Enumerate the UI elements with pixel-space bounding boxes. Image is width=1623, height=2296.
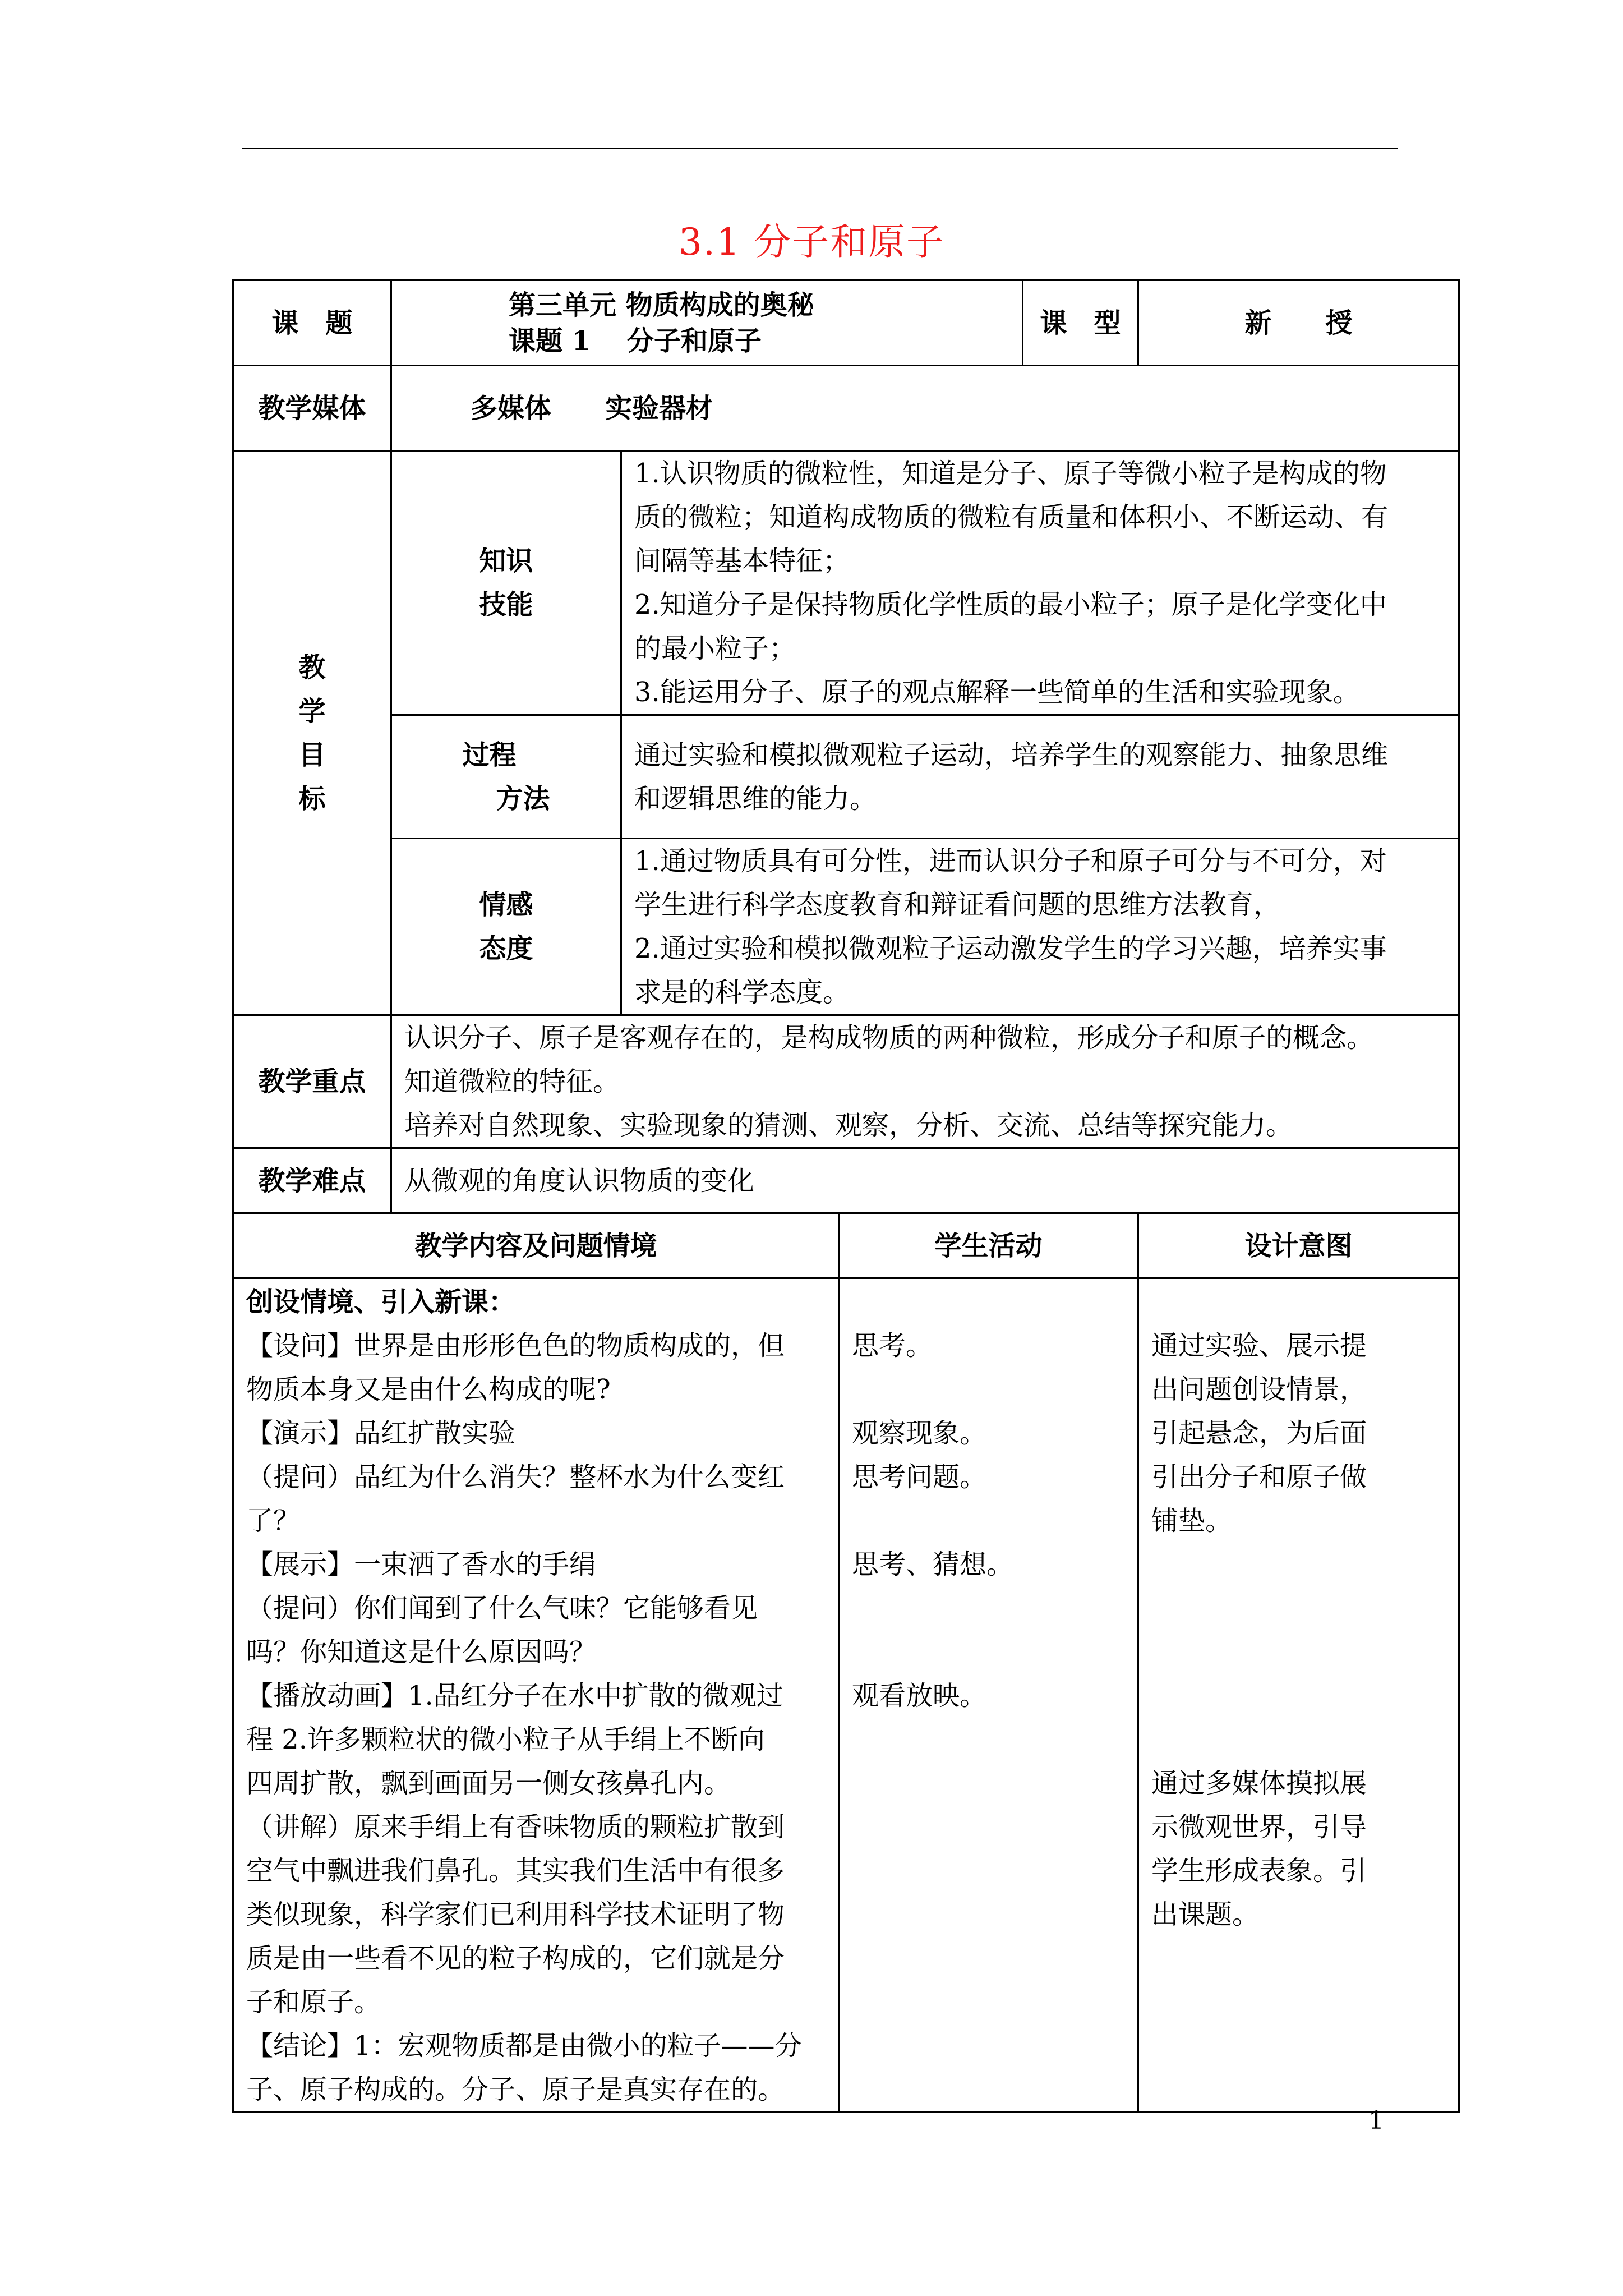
student-line <box>852 1630 1125 1674</box>
content-line: 质是由一些看不见的粒子构成的，它们就是分 <box>246 1943 785 1974</box>
content-cell <box>233 1278 839 2113</box>
knowledge-line: 的最小粒子； <box>634 633 796 664</box>
content-line: 子和原子。 <box>246 1986 381 2018</box>
emotion-label <box>391 839 621 1015</box>
key-point-line: 培养对自然现象、实验现象的猜测、观察，分析、交流、总结等探究能力。 <box>404 1110 1293 1141</box>
intent-line <box>1151 1280 1446 1324</box>
goals-label-char-1: 教 <box>298 651 326 683</box>
student-line: 思考。 <box>852 1330 933 1361</box>
topic-label: 课 题 <box>233 280 391 366</box>
intent-line <box>1151 1586 1446 1630</box>
type-label: 课 型 <box>1023 280 1138 366</box>
student-line <box>852 1586 1125 1630</box>
knowledge-line: 2.知道分子是保持物质化学性质的最小粒子；原子是化学变化中 <box>634 589 1387 620</box>
row-media <box>233 366 1459 451</box>
intent-line: 示微观世界，引导 <box>1151 1811 1367 1843</box>
topic-line1: 第三单元 物质构成的奥秘 <box>509 289 814 321</box>
emotion-text <box>621 839 1459 1015</box>
topic-cell <box>391 280 1023 366</box>
col-intent-header: 设计意图 <box>1138 1213 1459 1278</box>
content-line: （讲解）原来手绢上有香味物质的颗粒扩散到 <box>246 1811 785 1843</box>
row-goals-knowledge <box>233 451 1459 715</box>
type-value: 新 授 <box>1138 280 1459 366</box>
goals-label-char-4: 标 <box>298 783 326 815</box>
content-line: 吗？你知道这是什么原因吗？ <box>246 1636 597 1668</box>
student-line: 思考、猜想。 <box>852 1549 1014 1580</box>
process-line: 和逻辑思维的能力。 <box>634 783 877 815</box>
content-line: 了？ <box>246 1505 301 1536</box>
difficulties-value: 从微观的角度认识物质的变化 <box>391 1148 1459 1213</box>
goals-label <box>233 451 391 1015</box>
content-line: 空气中飘进我们鼻孔。其实我们生活中有很多 <box>246 1855 785 1887</box>
intent-line <box>1151 1543 1446 1586</box>
content-line: 类似现象，科学家们已利用科学技术证明了物 <box>246 1899 785 1930</box>
page-number: 1 <box>1368 2106 1384 2135</box>
emotion-label-2: 态度 <box>479 933 533 964</box>
student-line <box>852 1280 1125 1324</box>
key-points-text <box>391 1015 1459 1148</box>
knowledge-line: 3.能运用分子、原子的观点解释一些简单的生活和实验现象。 <box>634 677 1360 708</box>
row-process-content <box>233 1278 1459 2113</box>
col-student-header: 学生活动 <box>839 1213 1138 1278</box>
emotion-label-1: 情感 <box>479 889 533 921</box>
process-label-2: 方法 <box>496 783 550 815</box>
process-line: 通过实验和模拟微观粒子运动，培养学生的观察能力、抽象思维 <box>634 739 1389 771</box>
content-line: 【设问】世界是由形形色色的物质构成的，但 <box>246 1330 785 1361</box>
intent-line: 通过多媒体摸拟展 <box>1151 1768 1367 1799</box>
intent-line: 引起悬念，为后面 <box>1151 1418 1367 1449</box>
key-point-line: 认识分子、原子是客观存在的，是构成物质的两种微粒，形成分子和原子的概念。 <box>404 1022 1374 1053</box>
student-line <box>852 1368 1125 1411</box>
row-goals-emotion <box>233 839 1459 1015</box>
page-title: 3.1 分子和原子 <box>679 220 944 264</box>
emotion-line: 学生进行科学态度教育和辩证看问题的思维方法教育， <box>634 889 1281 921</box>
content-line: （提问）品红为什么消失？整杯水为什么变红 <box>246 1461 785 1493</box>
intent-line: 学生形成表象。引 <box>1151 1855 1367 1887</box>
knowledge-label-2: 技能 <box>479 589 533 620</box>
lesson-plan-table <box>232 279 1460 2113</box>
row-key-points <box>233 1015 1459 1148</box>
emotion-line: 求是的科学态度。 <box>634 977 850 1008</box>
content-line: 程 2.许多颗粒状的微小粒子从手绢上不断向 <box>246 1724 766 1755</box>
student-line: 思考问题。 <box>852 1461 987 1493</box>
intent-line <box>1151 1630 1446 1674</box>
row-topic <box>233 280 1459 366</box>
key-points-label: 教学重点 <box>233 1015 391 1148</box>
process-text <box>621 715 1459 839</box>
content-line: 四周扩散，飘到画面另一侧女孩鼻孔内。 <box>246 1768 731 1799</box>
process-label-1: 过程 <box>462 739 517 771</box>
intent-line <box>1151 1718 1446 1761</box>
media-label: 教学媒体 <box>233 366 391 451</box>
topic-line2: 课题 1 分子和原子 <box>509 325 762 357</box>
content-line: （提问）你们闻到了什么气味？它能够看见 <box>246 1593 758 1624</box>
content-line: 物质本身又是由什么构成的呢? <box>246 1374 611 1405</box>
knowledge-line: 1.认识物质的微粒性，知道是分子、原子等微小粒子是构成的物 <box>634 458 1387 489</box>
content-line: 创设情境、引入新课： <box>246 1286 516 1318</box>
intent-cell <box>1138 1278 1459 2113</box>
knowledge-label <box>391 451 621 715</box>
intent-line: 出课题。 <box>1151 1899 1260 1930</box>
student-cell <box>839 1278 1138 2113</box>
knowledge-line: 质的微粒；知道构成物质的微粒有质量和体积小、不断运动、有 <box>634 501 1389 533</box>
content-line: 【结论】1：宏观物质都是由微小的粒子——分 <box>246 2030 802 2062</box>
row-process-header <box>233 1213 1459 1278</box>
key-point-line: 知道微粒的特征。 <box>404 1066 620 1097</box>
content-line: 【演示】品红扩散实验 <box>246 1418 516 1449</box>
intent-line: 引出分子和原子做 <box>1151 1461 1367 1493</box>
intent-line: 出问题创设情景， <box>1151 1374 1367 1405</box>
col-content-header: 教学内容及问题情境 <box>233 1213 839 1278</box>
content-line: 子、原子构成的。分子、原子是真实存在的。 <box>246 2074 785 2105</box>
intent-line: 通过实验、展示提 <box>1151 1330 1367 1361</box>
media-value: 多媒体 实验器材 <box>391 366 1459 451</box>
emotion-line: 1.通过物质具有可分性，进而认识分子和原子可分与不可分，对 <box>634 845 1387 877</box>
intent-line: 铺垫。 <box>1151 1505 1233 1536</box>
intent-line <box>1151 1674 1446 1718</box>
knowledge-label-1: 知识 <box>479 545 533 577</box>
difficulties-label: 教学难点 <box>233 1148 391 1213</box>
student-line: 观察现象。 <box>852 1418 987 1449</box>
row-difficulties <box>233 1148 1459 1213</box>
header-rule <box>242 148 1398 149</box>
knowledge-text <box>621 451 1459 715</box>
emotion-line: 2.通过实验和模拟微观粒子运动激发学生的学习兴趣，培养实事 <box>634 933 1387 964</box>
goals-label-char-3: 目 <box>298 739 326 771</box>
student-line: 观看放映。 <box>852 1680 987 1711</box>
knowledge-line: 间隔等基本特征； <box>634 545 850 577</box>
student-line <box>852 1499 1125 1543</box>
process-label <box>391 715 621 839</box>
content-line: 【播放动画】1.品红分子在水中扩散的微观过 <box>246 1680 783 1711</box>
row-goals-process <box>233 715 1459 839</box>
content-line: 【展示】一束洒了香水的手绢 <box>246 1549 597 1580</box>
goals-label-char-2: 学 <box>298 695 326 727</box>
